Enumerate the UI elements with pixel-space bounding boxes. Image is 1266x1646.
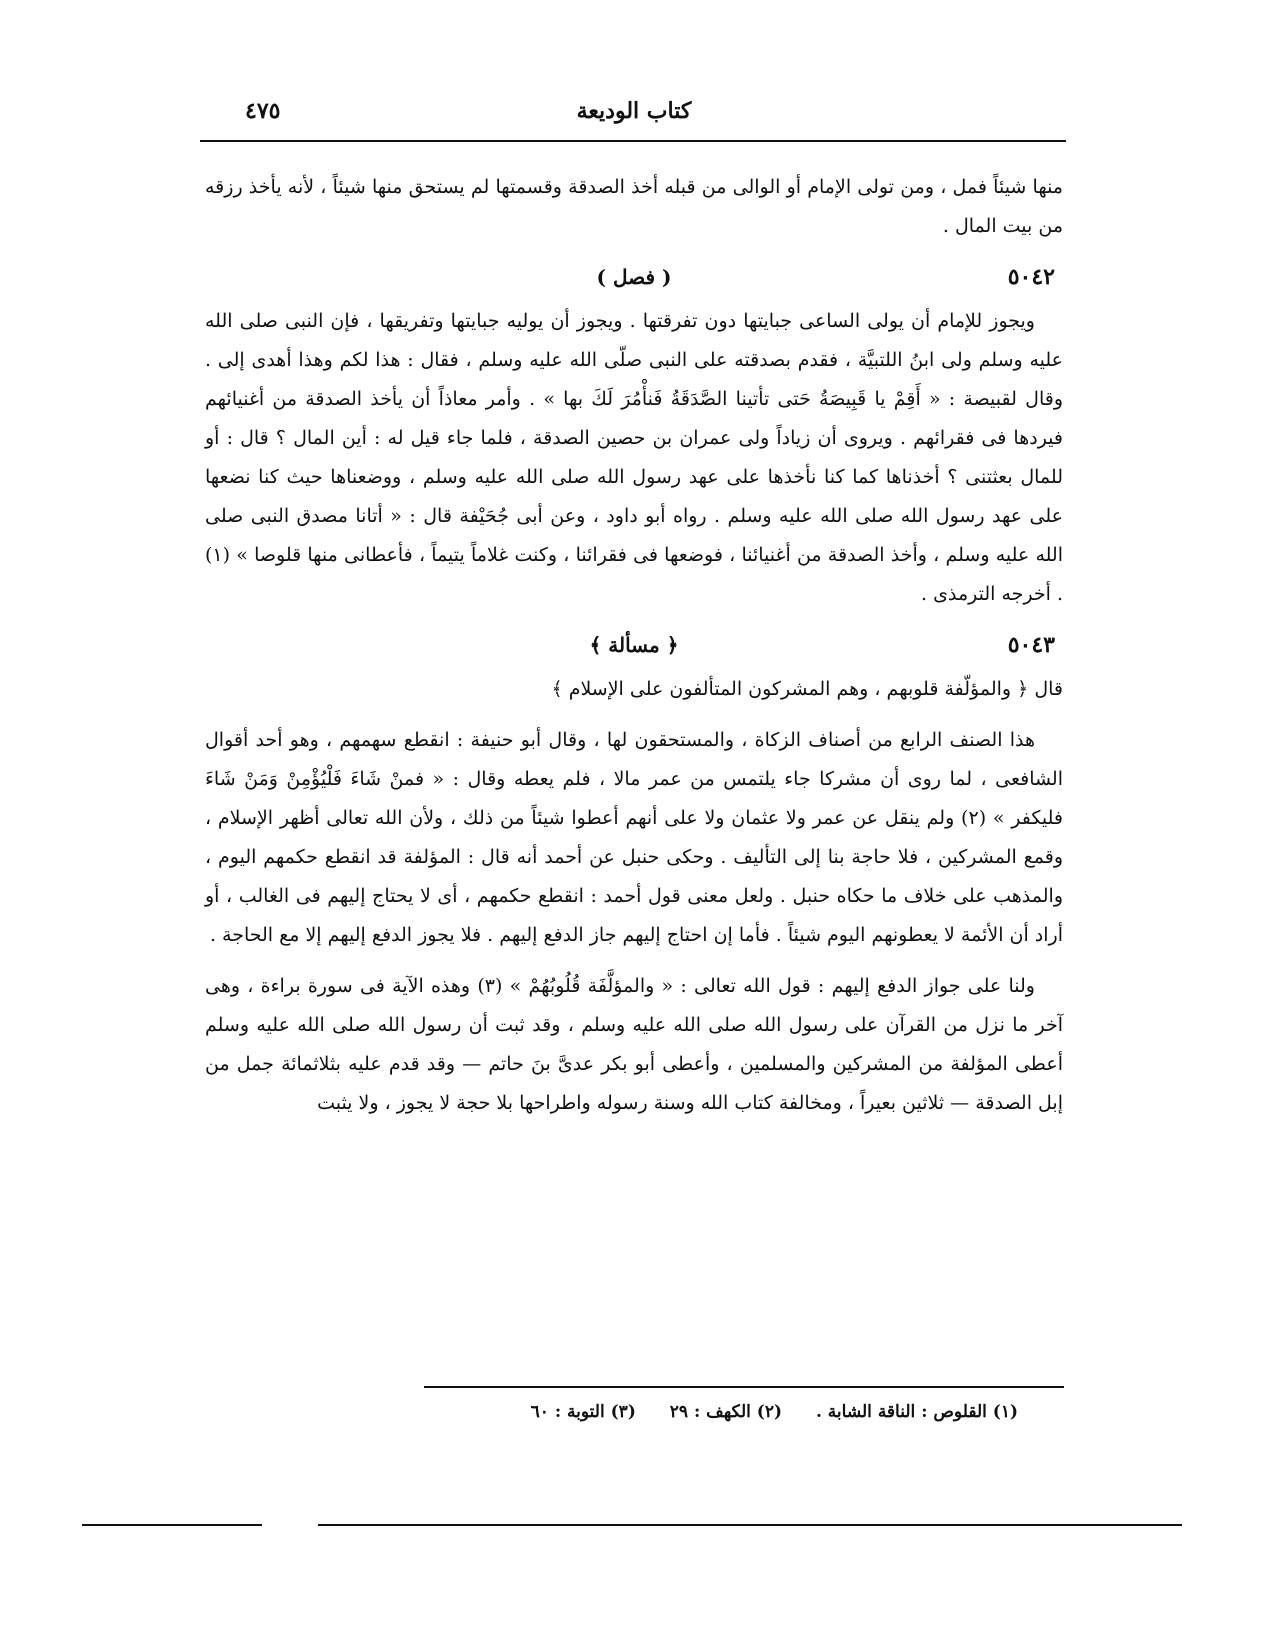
main-text [205, 168, 1063, 1123]
section-number: ٥٠٤٣ [1007, 632, 1055, 658]
matn-statement: قال ﴿ والمؤلّفة قلوبهم ، وهم المشركون المتألفون على الإسلام ﴾ [551, 678, 1063, 700]
page-header [205, 92, 1063, 132]
footnote-rule [424, 1386, 1064, 1388]
footnote-1: (١) القلوص : الناقة الشابة . [815, 1402, 1018, 1422]
footnote-2: (٢) الكهف : ٢٩ [669, 1402, 783, 1422]
section-paragraph: ولنا على جواز الدفع إليهم : قول الله تعالى : « والمؤلَّفَة قُلُوبُهُمْ » (٣) وهذه الآية فى سورة براءة ، وهى آخر ما نزل من القرآن على رسول الله صلى الله عليه وسلم ، وقد ثبت أن رسول الله صلى الله عليه وسلم أعطى المؤلفة من المشركين والمسلمين ، وأعطى أبو بكر عدىَّ بنَ حاتم — وقد قدم عليه بثلاثمائة جمل من إبل الصدقة — ثلاثين بعيراً ، ومخالفة كتاب الله وسنة رسوله واطراحها بلا حجة لا يجوز ، ولا يثبت [205, 975, 1063, 1114]
section-paragraph: هذا الصنف الرابع من أصناف الزكاة ، والمستحقون لها ، وقال أبو حنيفة : انقطع سهمهم ، وهو أحد أقوال الشافعى ، لما روى أن مشركا جاء يلتمس من عمر مالا ، فلم يعطه وقال : « فمنْ شَاءَ فَلْيُؤْمِنْ وَمَنْ شَاءَ فليكفر » (٢) ولم ينقل عن عمر ولا عثمان ولا على أنهم أعطوا شيئاً من ذلك ، ولأن الله تعالى أظهر الإسلام ، وقمع المشركين ، فلا حاجة بنا إلى التأليف . وحكى حنبل عن أحمد أنه قال : المؤلفة قد انقطع حكمهم اليوم ، والمذهب على خلاف ما حكاه حنبل . ولعل معنى قول أحمد : انقطع حكمهم ، أى لا يحتاج إليهم فى الغالب ، أو أراد أن الأئمة لا يعطونهم اليوم شيئاً . فأما إن احتاج إليهم جاز الدفع إليهم . فلا يجوز الدفع إليهم إلا مع الحاجة . [205, 729, 1064, 946]
bottom-rule [318, 1524, 1182, 1526]
header-rule [200, 140, 1066, 142]
footnote-3: (٣) التوبة : ٦٠ [530, 1402, 636, 1422]
section-title: ( فصل ) [596, 265, 672, 289]
section-number: ٥٠٤٢ [1007, 264, 1055, 290]
page-number: ٤٧٥ [245, 98, 281, 124]
footnotes [503, 1402, 1018, 1422]
bottom-rule [82, 1524, 262, 1526]
section-heading-5042 [205, 254, 1063, 302]
section-heading-5043 [205, 622, 1063, 670]
section-title: ﴿ مسألة ﴾ [589, 633, 679, 657]
continuation-paragraph: منها شيئاً فمل ، ومن تولى الإمام أو الوالى من قبله أخذ الصدقة وقسمتها لم يستحق منها شيئاً ، لأنه يأخذ رزقه من بيت المال . [205, 176, 1063, 237]
running-title: كتاب الوديعة [576, 98, 692, 124]
section-paragraph: ويجوز للإمام أن يولى الساعى جبايتها دون تفرقتها . ويجوز أن يوليه جبايتها وتفريقها ، فإن النبى صلى الله عليه وسلم ولى ابنُ اللتبيَّة ، فقدم بصدقته على النبى صلّى الله عليه وسلم ، فقال : هذا لكم وهذا أهدى إلى . وقال لقبيصة : « أَقِمْ يا قَبِيصَةُ حَتى تأتينا الصَّدَقَةُ فَنأْمُرَ لَكَ بها » . وأمر معاذاً أن يأخذ الصدقة من أغنيائهم فيردها فى فقرائهم . ويروى أن زياداً ولى عمران بن حصين الصدقة ، فلما جاء قيل له : أين المال ؟ قال : أو للمال بعثتنى ؟ أخذناها كما كنا نأخذها على عهد رسول الله صلى الله عليه وسلم ، ووضعناها حيث كنا نضعها على عهد رسول الله صلى الله عليه وسلم . رواه أبو داود ، وعن أبى جُحَيْفة قال : « أتانا مصدق النبى صلى الله عليه وسلم ، وأخذ الصدقة من أغنيائنا ، فوضعها فى فقرائنا ، وكنت غلاماً يتيماً ، فأعطانى منها قلوصا » (١) . أخرجه الترمذى . [205, 310, 1063, 605]
